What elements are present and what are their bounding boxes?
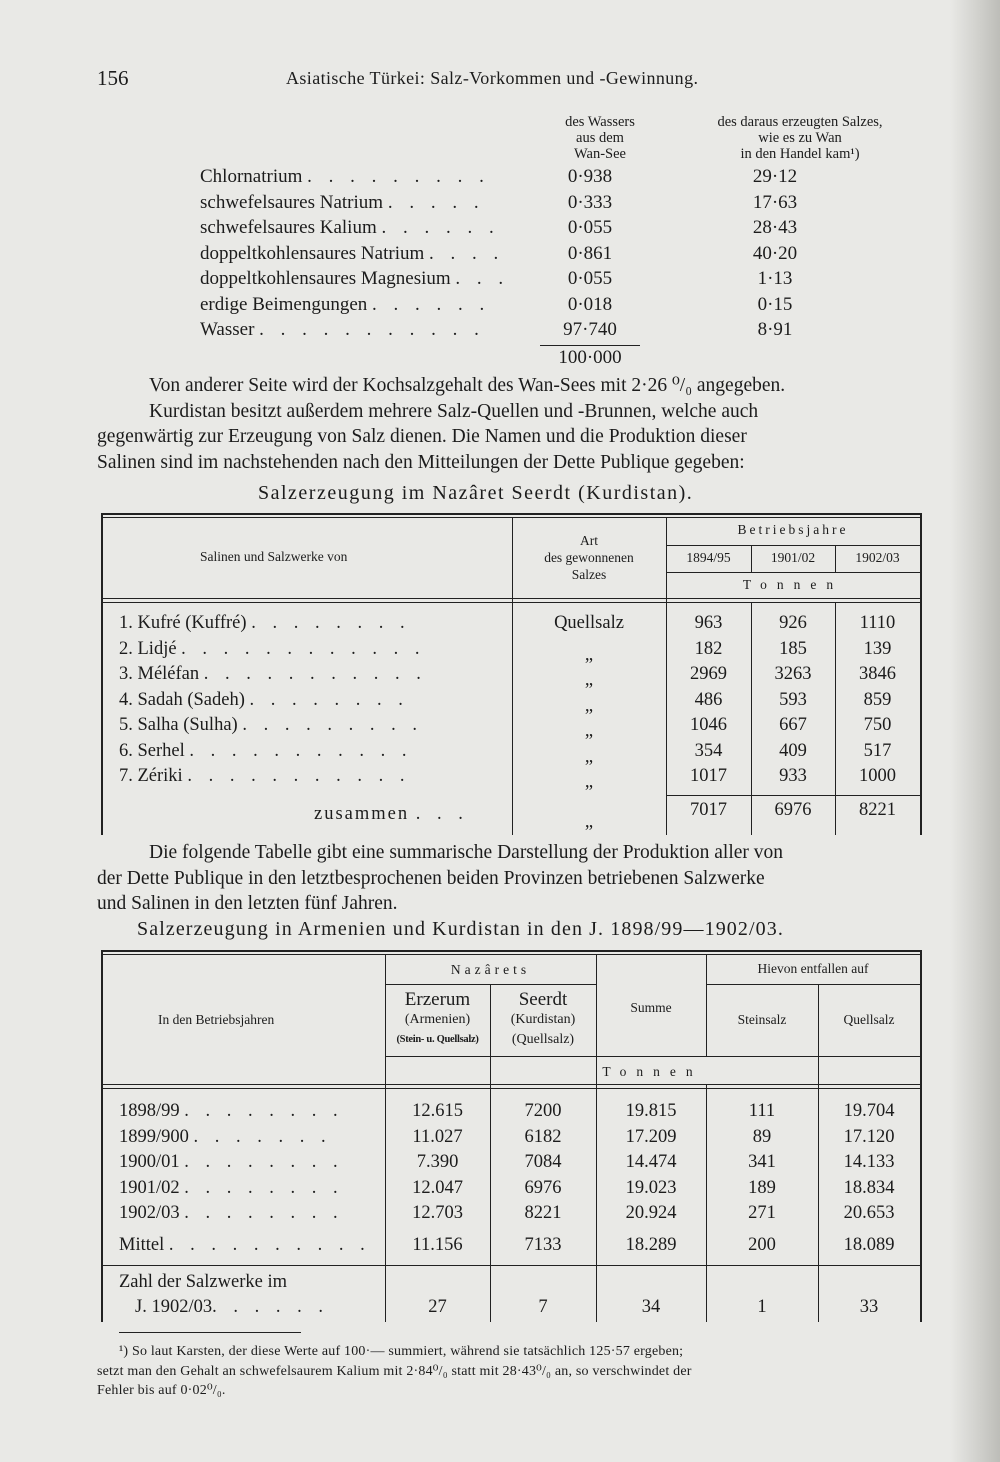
col1-header-line: des Wassers bbox=[565, 114, 635, 130]
saline-name: 5. Salha (Sulha) bbox=[119, 715, 238, 735]
erzerum-header-line: Erzerum bbox=[404, 989, 471, 1010]
composition-label-text: doppeltkohlensaures Natrium bbox=[200, 242, 425, 264]
table2-last-value: 1 bbox=[757, 1297, 767, 1317]
table2-subrule bbox=[706, 984, 920, 985]
leader-dots: . . . . . bbox=[387, 191, 485, 213]
table1-border-right bbox=[920, 513, 922, 835]
table1-row-value: 593 bbox=[779, 689, 807, 710]
table1-total-value: 8221 bbox=[859, 800, 896, 820]
table2-head-rule bbox=[101, 1084, 922, 1085]
table2-header-quellsalz: Quellsalz bbox=[843, 1012, 895, 1027]
table2-row-year bbox=[119, 1152, 344, 1173]
table1-row-value: 859 bbox=[863, 689, 892, 710]
leader-dots: . . . . . . . . bbox=[249, 689, 409, 710]
composition-water-value: 0·055 bbox=[567, 217, 613, 238]
table2-row-value: 7.390 bbox=[416, 1152, 459, 1172]
erzerum-header-line: (Stein- u. Quellsalz) bbox=[396, 1034, 479, 1045]
composition-label bbox=[200, 292, 490, 318]
table2-row-value: 18.834 bbox=[843, 1177, 895, 1198]
table1-row-value: 185 bbox=[779, 638, 807, 659]
leader-dots: . . . . . . . . bbox=[184, 1101, 344, 1121]
table1-unit: Tonnen bbox=[742, 577, 844, 592]
table2-header-seerdt bbox=[490, 990, 596, 1050]
footnote-line: ¹) So laut Karsten, der diese Werte auf 100·— summiert, während sie tatsächlich 125·57 ergeben; bbox=[119, 1344, 684, 1359]
composition-label-text: erdige Beimengungen bbox=[200, 293, 368, 315]
table2-unit: Tonnen bbox=[602, 1064, 703, 1079]
table2-head-rule2 bbox=[101, 1088, 922, 1089]
col1-header-line: aus dem bbox=[576, 130, 624, 146]
table1-title: Salzerzeugung im Nazâret Seerdt (Kurdistan). bbox=[258, 482, 694, 504]
year-label: Mittel bbox=[119, 1235, 165, 1255]
table1-row-value: 667 bbox=[779, 715, 807, 735]
art-header-line: Salzes bbox=[571, 567, 607, 582]
table1-header-betriebsjahre: Betriebsjahre bbox=[737, 522, 849, 537]
table1-year-header: 1894/95 bbox=[686, 550, 731, 565]
table1-header-art bbox=[512, 532, 666, 583]
table1-row-art: „ bbox=[584, 695, 594, 716]
table1-row-value: 963 bbox=[694, 613, 723, 633]
seerdt-header-line: (Kurdistan) bbox=[510, 1012, 576, 1027]
table2-row-value: 7200 bbox=[524, 1101, 562, 1121]
table1-head-rule bbox=[101, 598, 922, 599]
leader-dots: . . . . . . . . . . . bbox=[189, 740, 413, 761]
paragraph-1 bbox=[97, 373, 923, 475]
leader-dots: . . . . . . . . . . . bbox=[203, 664, 427, 684]
last-label-year-text: J. 1902/03 bbox=[135, 1297, 213, 1317]
composition-row bbox=[200, 164, 920, 190]
table2-header-nazarets: Nazârets bbox=[450, 962, 531, 977]
table2-row-value: 19.704 bbox=[843, 1101, 895, 1121]
table2-row-value: 19.023 bbox=[625, 1177, 677, 1198]
table2-last-value: 34 bbox=[641, 1297, 661, 1317]
composition-label bbox=[200, 164, 490, 190]
table2-last-value: 7 bbox=[538, 1297, 548, 1317]
col1-header-line: Wan-See bbox=[574, 146, 626, 162]
table2-row-value: 200 bbox=[748, 1235, 776, 1255]
paragraph-line: Die folgende Tabelle gibt eine summarische Darstellung der Produktion aller von bbox=[149, 842, 784, 863]
col2-header-line: des daraus erzeugten Salzes, bbox=[717, 114, 883, 130]
table2-row-value: 7084 bbox=[524, 1152, 562, 1172]
table2-row-value: 14.474 bbox=[625, 1152, 677, 1172]
col2-header-line: in den Handel kam¹) bbox=[740, 146, 860, 162]
paragraph-line: Salinen sind im nachstehenden nach den Mitteilungen der Dette Publique gegeben: bbox=[97, 451, 745, 473]
table1-total-value: 6976 bbox=[774, 800, 812, 820]
table2-row-value: 20.924 bbox=[625, 1203, 677, 1223]
table2-row-value: 89 bbox=[752, 1126, 772, 1147]
table2-row-value: 20.653 bbox=[843, 1203, 895, 1223]
table1-row-art: Quellsalz bbox=[554, 613, 624, 633]
table2-header-steinsalz: Steinsalz bbox=[737, 1012, 787, 1027]
table2-row-value: 7133 bbox=[524, 1235, 562, 1255]
composition-salt-value: 0·15 bbox=[757, 293, 793, 315]
leader-dots: . . . . . . . . bbox=[184, 1177, 344, 1198]
year-label: 1898/99 bbox=[119, 1101, 180, 1121]
leader-dots: . . . . . . . . . . . . bbox=[181, 638, 426, 659]
table1-row-value: 486 bbox=[694, 689, 723, 710]
table2-border-right bbox=[920, 950, 922, 1322]
table1-subrule bbox=[666, 545, 920, 546]
running-head: Asiatische Türkei: Salz-Vorkommen und -Gewinnung. bbox=[286, 68, 699, 88]
table1-row-value: 933 bbox=[779, 766, 807, 786]
table2-last-value: 27 bbox=[428, 1297, 447, 1317]
paragraph-line: und Salinen in den letzten fünf Jahren. bbox=[97, 893, 398, 914]
table1-row-value: 517 bbox=[863, 740, 892, 761]
composition-row bbox=[200, 190, 920, 216]
page-number: 156 bbox=[97, 66, 129, 90]
table2-header-erzerum bbox=[385, 990, 490, 1050]
table2-row-value: 17.120 bbox=[843, 1126, 895, 1147]
saline-name: 4. Sadah (Sadeh) bbox=[119, 689, 245, 710]
year-label: 1900/01 bbox=[119, 1152, 180, 1172]
composition-row bbox=[200, 215, 920, 241]
table1-row-value: 750 bbox=[863, 715, 892, 735]
table2-row-value: 19.815 bbox=[625, 1101, 677, 1121]
saline-name: 6. Serhel bbox=[119, 740, 185, 761]
paragraph-line: gegenwärtig zur Erzeugung von Salz dienen. Die Namen und die Produktion dieser bbox=[97, 426, 747, 447]
composition-water-value: 0·333 bbox=[567, 191, 613, 213]
year-label: 1899/900 bbox=[119, 1126, 189, 1147]
seerdt-header-line: Seerdt bbox=[518, 989, 568, 1010]
table1-total-art: „ bbox=[584, 812, 594, 832]
table2-row-value: 341 bbox=[748, 1152, 776, 1172]
leader-dots: . . . . . . . bbox=[193, 1126, 332, 1147]
table2-row-value: 12.703 bbox=[412, 1203, 463, 1223]
leader-dots: . . . . . . . . . . . bbox=[187, 766, 411, 786]
composition-water-value: 97·740 bbox=[563, 319, 617, 340]
composition-label bbox=[200, 317, 485, 343]
table2-row-value: 189 bbox=[748, 1177, 776, 1198]
table1-row-value: 1017 bbox=[690, 766, 727, 786]
table2-row-value: 18.289 bbox=[625, 1235, 677, 1255]
table2-row-value: 11.156 bbox=[412, 1235, 463, 1255]
composition-salt-value: 8·91 bbox=[757, 319, 793, 340]
composition-label bbox=[200, 190, 485, 216]
table2-row-value: 111 bbox=[748, 1101, 776, 1121]
table1-row-value: 409 bbox=[779, 740, 807, 761]
table2-unit-rule bbox=[385, 1056, 920, 1057]
table2-row-value: 17.209 bbox=[625, 1126, 677, 1147]
leader-dots: . . . . . . . . bbox=[184, 1152, 344, 1172]
table2-row-value: 271 bbox=[748, 1203, 776, 1223]
table1-year-header: 1902/03 bbox=[855, 550, 900, 565]
art-header-line: des gewonnenen bbox=[544, 550, 634, 565]
composition-label bbox=[200, 215, 500, 241]
leader-dots: . . . . . . . . bbox=[251, 613, 411, 633]
composition-salt-value: 17·63 bbox=[752, 191, 798, 213]
table2-last-label: Zahl der Salzwerke im bbox=[119, 1272, 287, 1292]
composition-label-text: schwefelsaures Natrium bbox=[200, 191, 384, 213]
composition-salt-value: 40·20 bbox=[752, 242, 798, 264]
leader-dots: . . . . . . . . . bbox=[307, 166, 490, 187]
table2-row-year bbox=[119, 1178, 344, 1199]
table2-title: Salzerzeugung in Armenien und Kurdistan in den J. 1898/99—1902/03. bbox=[137, 918, 784, 940]
table1-total-label bbox=[314, 804, 469, 825]
saline-name: 1. Kufré (Kuffré) bbox=[119, 613, 247, 633]
composition-row bbox=[200, 292, 920, 318]
table2-row-year bbox=[119, 1235, 371, 1256]
leader-dots: . . . bbox=[415, 804, 469, 824]
composition-label bbox=[200, 266, 509, 292]
table1-row-value: 354 bbox=[694, 740, 723, 761]
table1-row-art: „ bbox=[584, 670, 594, 690]
composition-col1-header bbox=[540, 114, 660, 162]
table1-row-value: 3263 bbox=[774, 664, 812, 684]
composition-row bbox=[200, 266, 920, 292]
table1-row-value: 139 bbox=[863, 638, 892, 659]
table2-row-year bbox=[119, 1127, 332, 1148]
table2-header-summe: Summe bbox=[630, 1000, 672, 1015]
table1-rule-top bbox=[101, 513, 922, 515]
table1-border-left bbox=[101, 513, 103, 835]
page-edge-shadow bbox=[950, 0, 1000, 1462]
composition-row bbox=[200, 317, 920, 343]
table2-row-value: 11.027 bbox=[412, 1126, 463, 1147]
art-header-line: Art bbox=[580, 533, 598, 548]
paragraph-line: Kurdistan besitzt außerdem mehrere Salz-Quellen und -Brunnen, welche auch bbox=[149, 400, 759, 422]
table2-row-value: 6182 bbox=[524, 1126, 562, 1147]
table2-row-year bbox=[119, 1203, 344, 1224]
table1-row-name bbox=[119, 613, 411, 634]
leader-dots: . . . . . . . . bbox=[184, 1203, 344, 1223]
table1-subrule bbox=[666, 572, 920, 573]
composition-water-value: 0·018 bbox=[567, 293, 613, 315]
composition-salt-value: 28·43 bbox=[752, 217, 798, 238]
paragraph-line: der Dette Publique in den letztbesprochenen beiden Provinzen betriebenen Salzwerke bbox=[97, 867, 765, 889]
saline-name: 7. Zériki bbox=[119, 766, 183, 786]
composition-water-value: 0·938 bbox=[567, 166, 613, 187]
leader-dots: . . . . . . bbox=[212, 1297, 329, 1317]
seerdt-header-line: (Quellsalz) bbox=[511, 1032, 575, 1047]
footnote bbox=[97, 1342, 925, 1401]
table1-header-salinen: Salinen und Salzwerke von bbox=[200, 549, 348, 564]
table1-row-name bbox=[119, 639, 426, 660]
table1-row-value: 1046 bbox=[690, 715, 727, 735]
table1-row-name bbox=[119, 715, 423, 736]
table1-row-name bbox=[119, 664, 427, 685]
table1-row-name bbox=[119, 766, 410, 787]
leader-dots: . . . . . . bbox=[381, 217, 500, 238]
paragraph-2 bbox=[97, 840, 923, 917]
composition-label bbox=[200, 241, 504, 267]
table2-row-value: 6976 bbox=[524, 1177, 562, 1198]
table1-sum-rule bbox=[666, 795, 920, 796]
table1-row-value: 2969 bbox=[690, 664, 727, 684]
table2-row-value: 14.133 bbox=[843, 1152, 895, 1172]
table2-row-value: 18.089 bbox=[843, 1235, 895, 1255]
saline-name: 3. Méléfan bbox=[119, 664, 200, 684]
table1-row-art: „ bbox=[584, 772, 594, 792]
table2-last-value: 33 bbox=[859, 1297, 879, 1317]
composition-water-value: 0·055 bbox=[567, 268, 613, 289]
table2-row-year bbox=[119, 1101, 344, 1122]
paragraph-line: Von anderer Seite wird der Kochsalzgehalt des Wan-Sees mit 2·26 ⁰/₀ angegeben. bbox=[149, 375, 786, 396]
leader-dots: . . . . . . bbox=[372, 293, 491, 315]
leader-dots: . . . . . . . . . . bbox=[168, 1235, 371, 1255]
composition-label-text: Wasser bbox=[200, 319, 255, 340]
table1-year-header: 1901/02 bbox=[770, 550, 816, 565]
composition-salt-value: 1·13 bbox=[757, 268, 793, 289]
table1-row-value: 926 bbox=[779, 613, 807, 633]
composition-total: 100·000 bbox=[558, 347, 622, 368]
composition-label-text: Chlornatrium bbox=[200, 166, 303, 187]
table2-last-label-year bbox=[135, 1297, 329, 1318]
footnote-line: Fehler bis auf 0·02⁰/₀. bbox=[97, 1383, 226, 1398]
composition-salt-value: 29·12 bbox=[752, 166, 798, 187]
col2-header-line: wie es zu Wan bbox=[758, 130, 842, 146]
year-label: 1901/02 bbox=[119, 1177, 180, 1198]
table1-row-name bbox=[119, 690, 409, 711]
table2-row-value: 8221 bbox=[524, 1203, 562, 1223]
year-label: 1902/03 bbox=[119, 1203, 180, 1223]
table1-total-value: 7017 bbox=[690, 800, 727, 820]
composition-row bbox=[200, 241, 920, 267]
table2-header-jahre: In den Betriebsjahren bbox=[158, 1012, 275, 1027]
table1-row-art: „ bbox=[584, 644, 594, 665]
table2-rule-top bbox=[101, 950, 922, 952]
footnote-rule bbox=[119, 1332, 301, 1333]
table1-row-art: „ bbox=[584, 721, 594, 741]
composition-water-value: 0·861 bbox=[567, 242, 613, 264]
saline-name: 2. Lidjé bbox=[119, 638, 177, 659]
composition-label-text: doppeltkohlensaures Magnesium bbox=[200, 268, 451, 289]
table2-row-value: 12.615 bbox=[412, 1101, 463, 1121]
table1-row-value: 1000 bbox=[859, 766, 896, 786]
erzerum-header-line: (Armenien) bbox=[404, 1012, 471, 1027]
table2-header-hievon: Hievon entfallen auf bbox=[757, 961, 869, 976]
table1-row-art: „ bbox=[584, 746, 594, 767]
footnote-line: setzt man den Gehalt an schwefelsaurem Kalium mit 2·84⁰/₀ statt mit 28·43⁰/₀ an, so verschwindet der bbox=[97, 1363, 692, 1379]
table2-row-value: 12.047 bbox=[412, 1177, 463, 1198]
composition-col2-header bbox=[680, 114, 920, 162]
table1-head-rule2 bbox=[101, 602, 922, 603]
leader-dots: . . . . bbox=[429, 242, 505, 264]
leader-dots: . . . . . . . . . bbox=[242, 715, 423, 735]
table2-mid-rule bbox=[101, 1265, 922, 1266]
total-label-text: zusammen bbox=[314, 804, 410, 824]
table1-row-name bbox=[119, 741, 413, 762]
table1-row-value: 182 bbox=[694, 638, 723, 659]
table1-row-value: 1110 bbox=[859, 613, 896, 633]
composition-label-text: schwefelsaures Kalium bbox=[200, 217, 377, 238]
leader-dots: . . . bbox=[455, 268, 510, 289]
leader-dots: . . . . . . . . . . . bbox=[259, 319, 485, 340]
table1-row-value: 3846 bbox=[859, 664, 896, 684]
table2-border-left bbox=[101, 950, 103, 1322]
table2-rule-top2 bbox=[101, 954, 922, 955]
